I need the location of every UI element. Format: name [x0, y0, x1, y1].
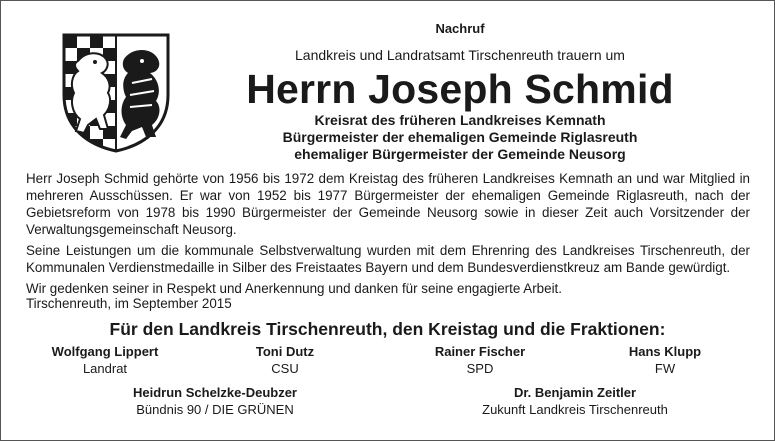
signatory [100, 384, 330, 418]
signatory [455, 384, 695, 418]
signatory-name: Hans Klupp [628, 344, 702, 359]
deceased-name: Herrn Joseph Schmid [246, 66, 674, 112]
signatory [405, 343, 555, 377]
office-title: Bürgermeister der ehemaligen Gemeinde Riglasreuth [282, 129, 638, 145]
signatory-role: FW [654, 361, 676, 376]
coat-of-arms-icon [62, 33, 170, 153]
paragraph: Wir gedenken seiner in Respekt und Anerkennung und danken für seine engagierte Arbeit. [26, 281, 562, 296]
signatory-role: Bündnis 90 / DIE GRÜNEN [136, 402, 294, 417]
place-date: Tirschenreuth, im September 2015 [26, 296, 232, 311]
notice-kicker: Nachruf [435, 21, 485, 36]
closing-line: Für den Landkreis Tirschenreuth, den Kreistag und die Fraktionen: [109, 319, 666, 339]
signatory-role: CSU [271, 361, 299, 376]
signatory-role: Landrat [82, 361, 128, 376]
obituary-body [26, 170, 750, 301]
signatory-name: Wolfgang Lippert [51, 344, 159, 359]
office-title: ehemaliger Bürgermeister der Gemeinde Neusorg [294, 146, 626, 162]
paragraph: Seine Leistungen um die kommunale Selbstverwaltung wurden mit dem Ehrenring des Landkreises Tirschenreuth, der Kommunalen Verdienstmedaille in Silber des Freistaates Bayern und dem Bundesverdienstkreuz am Bande gewürdigt. [26, 243, 750, 275]
paragraph: Herr Joseph Schmid gehörte von 1956 bis 1972 dem Kreistag des früheren Landkreises Kemnath an und war Mitglied in mehreren Ausschüssen. Er war von 1952 bis 1977 Bürgermeister der ehemaligen Gemeinde Riglasreuth, nach der Gebietsreform von 1978 bis 1990 Bürgermeister der Gemeinde Neusorg sowie in dieser Zeit auch Vorsitzender der Verwaltungsgemeinschaft Neusorg. [26, 171, 750, 237]
signatory-name: Toni Dutz [255, 344, 315, 359]
office-title: Kreisrat des früheren Landkreises Kemnath [314, 112, 606, 128]
signatory-name: Heidrun Schelzke-Deubzer [133, 385, 297, 400]
signatory [600, 343, 730, 377]
signatory [30, 343, 180, 377]
signatory-name: Rainer Fischer [434, 344, 526, 359]
signatory-name: Dr. Benjamin Zeitler [513, 385, 637, 400]
signatory-role: Zukunft Landkreis Tirschenreuth [482, 402, 668, 417]
signatory [225, 343, 345, 377]
signatory-role: SPD [466, 361, 494, 376]
mourners-line: Landkreis und Landratsamt Tirschenreuth trauern um [295, 47, 625, 63]
